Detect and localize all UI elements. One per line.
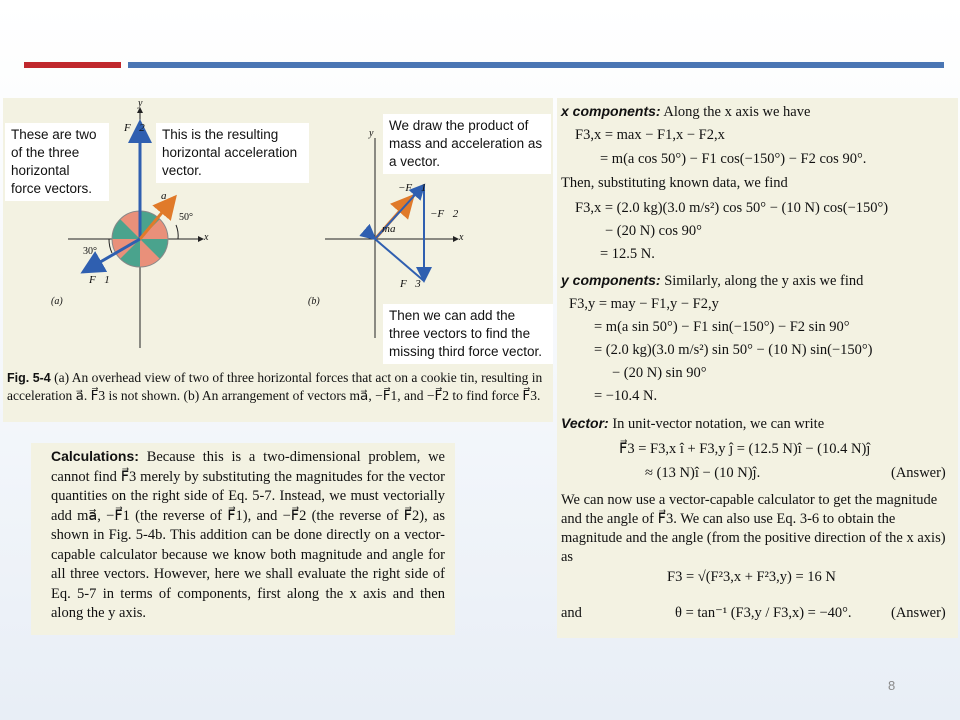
y-eq-2: = m(a sin 50°) − F1 sin(−150°) − F2 sin 90° (594, 319, 850, 335)
a-y-label: y (138, 98, 143, 109)
a-tag: (a) (51, 296, 63, 307)
calculations-panel (31, 443, 455, 635)
magnitude-paragraph: We can now use a vector-capable calculator to get the magnitude and the angle of F⃗3. We can also use Eq. 3-6 to obtain the magnitude and the angle (from the positive direction of the x axis) as (561, 492, 946, 565)
b-tag: (b) (308, 296, 320, 307)
callout-acceleration: This is the resulting horizontal acceleration vector. (156, 123, 309, 183)
and-label: and (561, 605, 582, 621)
angle-50-label: 50° (179, 212, 193, 223)
caption-text: (a) An overhead view of two of three horizontal forces that act on a cookie tin, resulting in acceleration a⃗. F⃗3 is not shown. (b) An arrangement of vectors ma⃗, −F⃗1, and −F⃗2 to find force F⃗3. (7, 370, 543, 403)
page-number: 8 (888, 678, 896, 693)
answer-label-2: (Answer) (891, 605, 946, 621)
y-components-head: y components: (561, 272, 661, 288)
vector-eq-1: F⃗3 = F3,x î + F3,y ĵ = (12.5 N)î − (10.4 N)ĵ (619, 441, 871, 457)
b-x-label: x (459, 232, 464, 243)
x-eq-1: F3,x = max − F1,x − F2,x (575, 127, 725, 143)
calculations-body: Because this is a two-dimensional problem, we cannot find F⃗3 merely by substituting the magnitudes for the vector quantities on the right side of Eq. 5-7. Instead, we must vectorially add ma⃗, −F⃗1 (the reverse of F⃗1), and −F⃗2 (the reverse of F⃗2), as shown in Fig. 5-4b. This addition can be done directly on a vector-capable calculator because we know both magnitude and angle for all three vectors. However, here we shall evaluate the right side of Eq. 5-7 in terms of components, first along the x axis and then along the y axis. (51, 449, 445, 621)
vector-intro: In unit-vector notation, we can write (612, 416, 825, 432)
angle-30-label: 30° (83, 246, 97, 257)
b-y-label: y (369, 128, 374, 139)
y-eq-1: F3,y = may − F1,y − F2,y (569, 296, 719, 312)
vector-head: Vector: (561, 415, 609, 431)
ma-label: ma⃗ (382, 223, 404, 235)
negF1-label: −F⃗1 (398, 182, 427, 194)
accent-bar-red (24, 62, 121, 68)
callout-force-vectors: These are two of the three horizontal force vectors. (5, 123, 109, 201)
a-label: a⃗ (161, 190, 176, 202)
a-x-label: x (204, 232, 209, 243)
y-eq-5: = −10.4 N. (594, 388, 658, 404)
y-eq-4: − (20 N) sin 90° (612, 365, 707, 381)
figure-panel (3, 98, 553, 422)
negF2-label: −F⃗2 (430, 208, 459, 220)
x-intro: Along the x axis we have (663, 104, 811, 120)
x-components-head: x components: (561, 103, 661, 119)
figure-caption (7, 369, 547, 404)
F3-label: F⃗3 (400, 278, 421, 290)
calculations-head: Calculations: (51, 448, 139, 464)
calculations-text (51, 447, 445, 624)
y-intro: Similarly, along the y axis we find (664, 273, 864, 289)
x-eq-2: = m(a cos 50°) − F1 cos(−150°) − F2 cos 90°. (600, 151, 867, 167)
callout-add-vectors: Then we can add the three vectors to find the missing third force vector. (383, 304, 553, 364)
F3-vector (375, 239, 424, 281)
solution-panel (557, 98, 958, 638)
F1-label: F⃗1 (89, 274, 110, 286)
vector-eq-2: ≈ (13 N)î − (10 N)ĵ. (645, 465, 761, 481)
callout-product: We draw the product of mass and acceleration as a vector. (383, 114, 551, 174)
y-eq-3: = (2.0 kg)(3.0 m/s²) sin 50° − (10 N) sin(−150°) (594, 342, 873, 358)
answer-label-1: (Answer) (891, 465, 946, 481)
F2-label: F⃗2 (124, 122, 145, 134)
x-eq-5: = 12.5 N. (600, 246, 655, 262)
x-eq-4: − (20 N) cos 90° (605, 223, 702, 239)
theta-eq: θ = tan⁻¹ (F3,y / F3,x) = −40°. (675, 605, 852, 621)
x-then: Then, substituting known data, we find (561, 175, 788, 191)
accent-bar-blue (128, 62, 944, 68)
magnitude-eq: F3 = √(F²3,x + F²3,y) = 16 N (667, 569, 836, 585)
caption-label: Fig. 5-4 (7, 371, 51, 385)
x-eq-3: F3,x = (2.0 kg)(3.0 m/s²) cos 50° − (10 N) cos(−150°) (575, 200, 889, 216)
